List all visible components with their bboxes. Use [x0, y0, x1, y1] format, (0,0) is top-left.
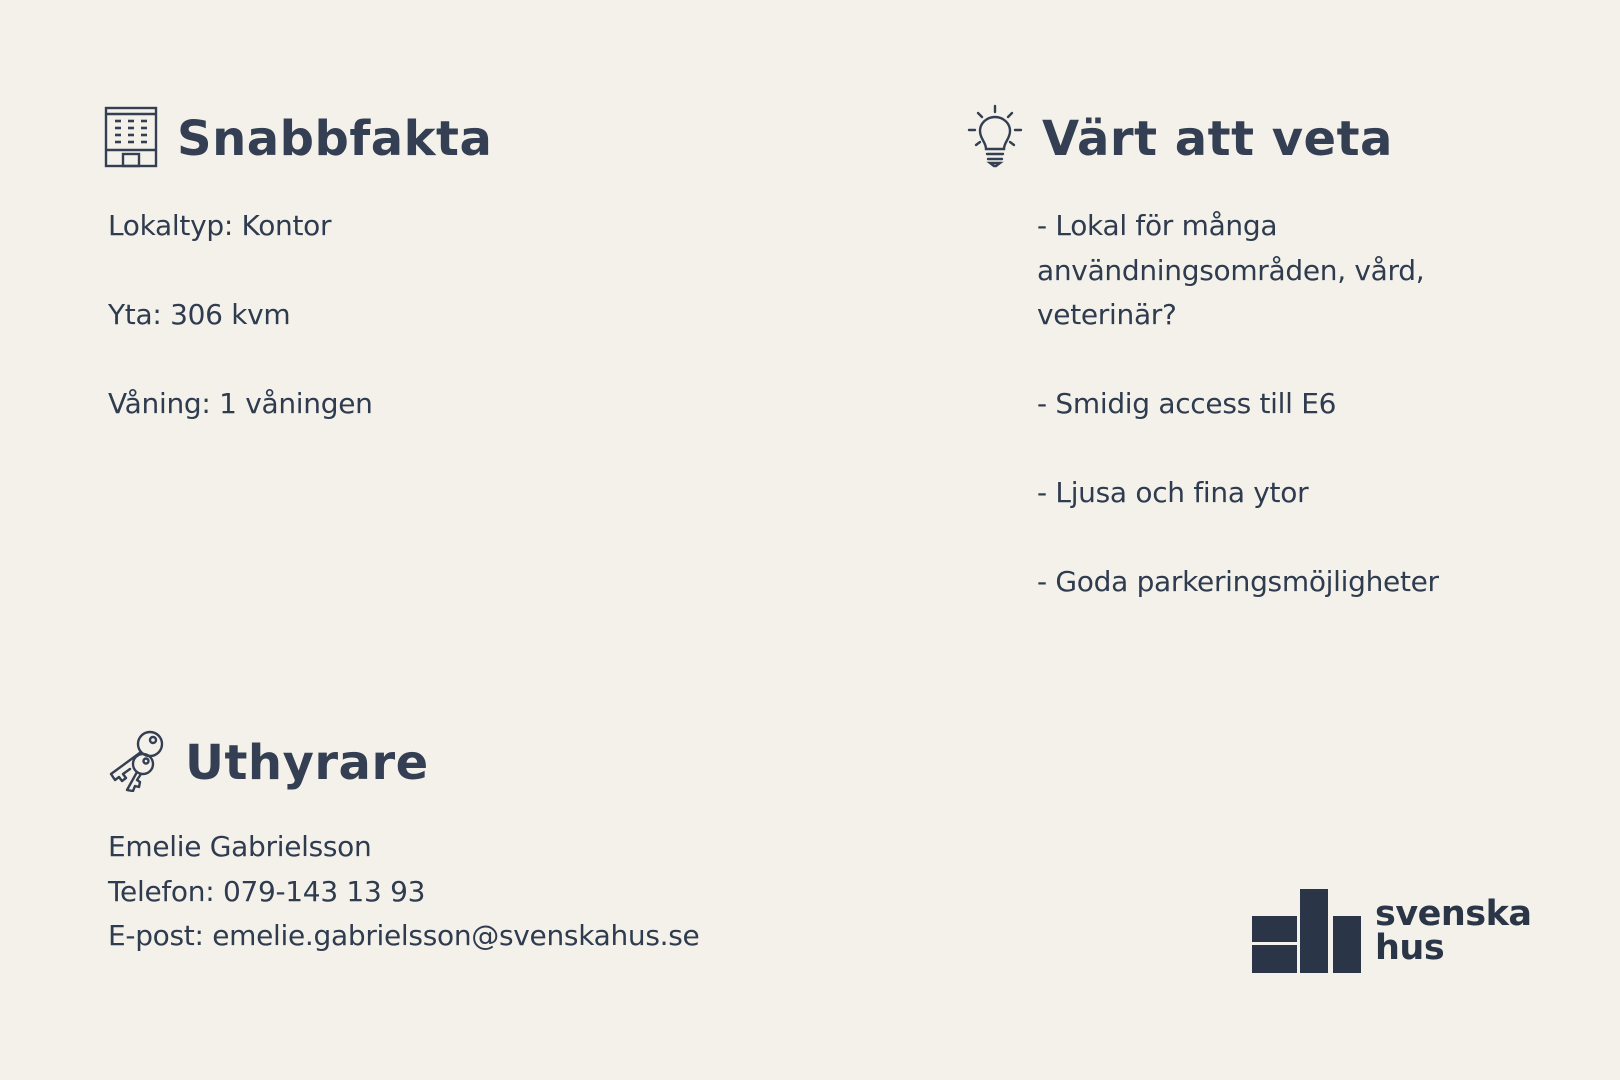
snabbfakta-heading: [103, 104, 492, 173]
logo-line-1: svenska: [1375, 894, 1532, 934]
tip-1-line-1: - Lokal för många: [1037, 209, 1278, 242]
fact-vaning: Våning: 1 våningen: [108, 387, 373, 420]
contact-name: Emelie Gabrielsson: [108, 830, 372, 863]
tip-1-line-3: veterinär?: [1037, 298, 1177, 331]
uthyrare-heading: [103, 728, 429, 797]
svenska-hus-logo-mark: [1252, 886, 1330, 976]
facts-list: [108, 204, 373, 427]
contact-phone[interactable]: Telefon: 079-143 13 93: [108, 874, 426, 908]
snabbfakta-title: Snabbfakta: [177, 110, 493, 167]
keys-icon: [103, 728, 167, 797]
svenska-hus-logo-mark-right: [1333, 886, 1361, 976]
tip-1-line-2: användningsområden, vård,: [1037, 253, 1425, 287]
contact-email[interactable]: E-post: emelie.gabrielsson@svenskahus.se: [108, 919, 700, 952]
logo-line-2: hus: [1375, 928, 1445, 968]
tips-list: [1037, 204, 1439, 605]
contact-block: [108, 825, 699, 959]
tip-4: - Goda parkeringsmöjligheter: [1037, 565, 1439, 598]
uthyrare-title: Uthyrare: [185, 734, 429, 791]
svenska-hus-logo: [1252, 886, 1532, 976]
vart-att-veta-title: Värt att veta: [1042, 110, 1393, 167]
lightbulb-icon: [966, 104, 1024, 173]
tip-3: - Ljusa och fina ytor: [1037, 476, 1309, 509]
fact-yta: Yta: 306 kvm: [108, 298, 291, 331]
building-icon: [103, 104, 159, 173]
tip-2: - Smidig access till E6: [1037, 387, 1337, 420]
vart-att-veta-heading: [966, 104, 1393, 173]
logo-wordmark: [1375, 894, 1532, 968]
fact-lokaltyp: Lokaltyp: Kontor: [108, 209, 332, 242]
